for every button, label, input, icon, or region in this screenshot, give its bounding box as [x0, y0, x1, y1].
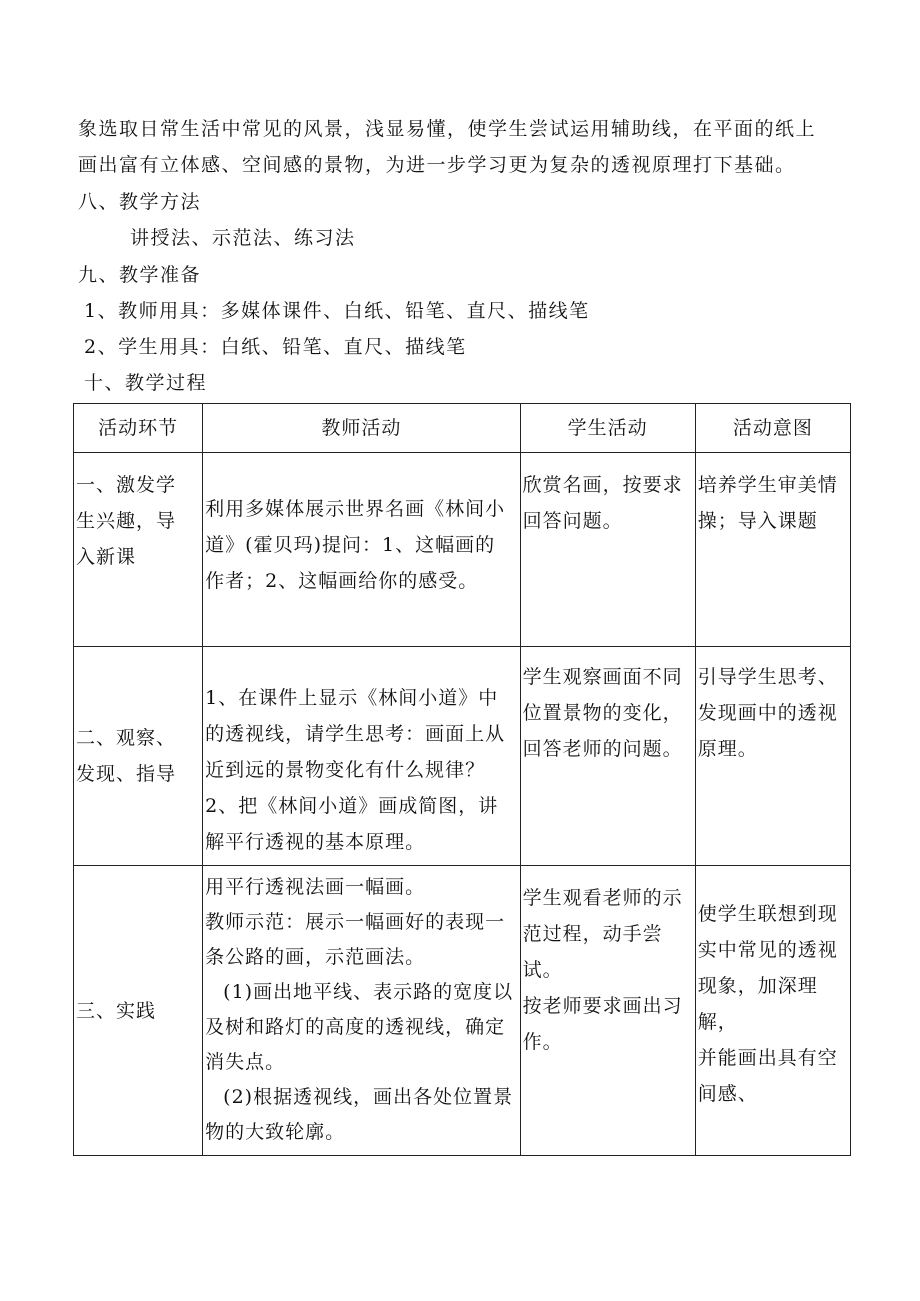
- row2-teacher: [203, 647, 520, 866]
- row1-student: [520, 453, 695, 647]
- row2-student: [520, 647, 695, 866]
- cell-line: 原理。: [697, 738, 758, 760]
- cell-line: 用平行透视法画一幅画。: [205, 876, 426, 898]
- table-header-row: [74, 404, 851, 453]
- cell-line: 利用多媒体展示世界名画《林间小: [205, 498, 506, 520]
- row3-purpose: [695, 866, 850, 1156]
- cell-line: 教师示范：展示一幅画好的表现一: [205, 911, 506, 933]
- cell-line: 的透视线，请学生思考：画面上从: [205, 723, 506, 745]
- cell-line: (1)画出地平线、表示路的宽度以: [223, 981, 514, 1003]
- section9-item-2: 2、学生用具：白纸、铅笔、直尺、描线笔: [84, 336, 467, 358]
- cell-line: 学生观察画面不同: [522, 666, 683, 688]
- row3-teacher: [203, 866, 520, 1156]
- cell-line: 入新课: [76, 546, 137, 568]
- section8-content: 讲授法、示范法、练习法: [130, 227, 356, 249]
- cell-line: 间感、: [697, 1083, 758, 1105]
- cell-line: 一、激发学: [76, 474, 177, 496]
- cell-line: 解平行透视的基本原理。: [205, 831, 426, 853]
- cell-line: 欣赏名画，按要求: [522, 474, 683, 496]
- cell-line: 1、在课件上显示《林间小道》中: [205, 687, 499, 709]
- row2-stage: [74, 647, 203, 866]
- cell-line: 二、观察、: [76, 727, 177, 749]
- row1-stage: [74, 453, 203, 647]
- cell-line: 物的大致轮廓。: [205, 1121, 346, 1143]
- teaching-process-table: [73, 403, 851, 1156]
- cell-line: 现象，加深理解，: [697, 975, 818, 1033]
- cell-line: 范过程，动手尝试。: [522, 923, 663, 981]
- header-purpose: 活动意图: [695, 404, 850, 453]
- table-row: [74, 453, 851, 647]
- cell-line: 发现画中的透视: [697, 702, 838, 724]
- header-student: 学生活动: [520, 404, 695, 453]
- cell-line: 发现、指导: [76, 763, 177, 785]
- cell-line: 使学生联想到现: [697, 903, 838, 925]
- cell-line: 培养学生审美情: [697, 474, 838, 496]
- cell-line: 道》(霍贝玛)提问：1、这幅画的: [205, 534, 496, 556]
- cell-line: 作。: [522, 1031, 563, 1053]
- cell-line: 实中常见的透视: [697, 939, 838, 961]
- section8-heading: 八、教学方法: [78, 191, 202, 213]
- cell-line: 2、把《林间小道》画成简图，讲: [205, 795, 499, 817]
- row1-purpose: [695, 453, 850, 647]
- cell-line: 及树和路灯的高度的透视线，确定: [205, 1016, 506, 1038]
- cell-line: 操；导入课题: [697, 510, 818, 532]
- cell-line: 近到远的景物变化有什么规律？: [205, 759, 486, 781]
- cell-line: 学生观看老师的示: [522, 887, 683, 909]
- cell-line: 消失点。: [205, 1051, 286, 1073]
- row3-student: [520, 866, 695, 1156]
- cell-line: 并能画出具有空: [697, 1047, 838, 1069]
- cell-line: 按老师要求画出习: [522, 995, 683, 1017]
- cell-line: 回答问题。: [522, 510, 623, 532]
- row3-stage: [74, 866, 203, 1156]
- header-teacher: 教师活动: [203, 404, 520, 453]
- cell-line: (2)根据透视线，画出各处位置景: [223, 1086, 514, 1108]
- intro-line-2: 画出富有立体感、空间感的景物，为进一步学习更为复杂的透视原理打下基础。: [78, 154, 796, 176]
- intro-line-1: 象选取日常生活中常见的风景，浅显易懂，使学生尝试运用辅助线，在平面的纸上: [78, 118, 817, 140]
- cell-line: 三、实践: [76, 999, 157, 1022]
- cell-line: 作者；2、这幅画给你的感受。: [205, 570, 479, 592]
- cell-line: 回答老师的问题。: [522, 738, 683, 760]
- row1-teacher: [203, 453, 520, 647]
- cell-line: 条公路的画，示范画法。: [205, 946, 426, 968]
- header-stage: 活动环节: [74, 404, 203, 453]
- table-row: [74, 647, 851, 866]
- cell-line: 生兴趣，导: [76, 510, 177, 532]
- section9-item-1: 1、教师用具：多媒体课件、白纸、铅笔、直尺、描线笔: [84, 300, 590, 322]
- cell-line: 引导学生思考、: [697, 666, 838, 688]
- cell-line: 位置景物的变化，: [522, 702, 683, 724]
- table-row: [74, 866, 851, 1156]
- row2-purpose: [695, 647, 850, 866]
- section9-heading: 九、教学准备: [78, 264, 202, 286]
- section10-heading: 十、教学过程: [84, 372, 208, 394]
